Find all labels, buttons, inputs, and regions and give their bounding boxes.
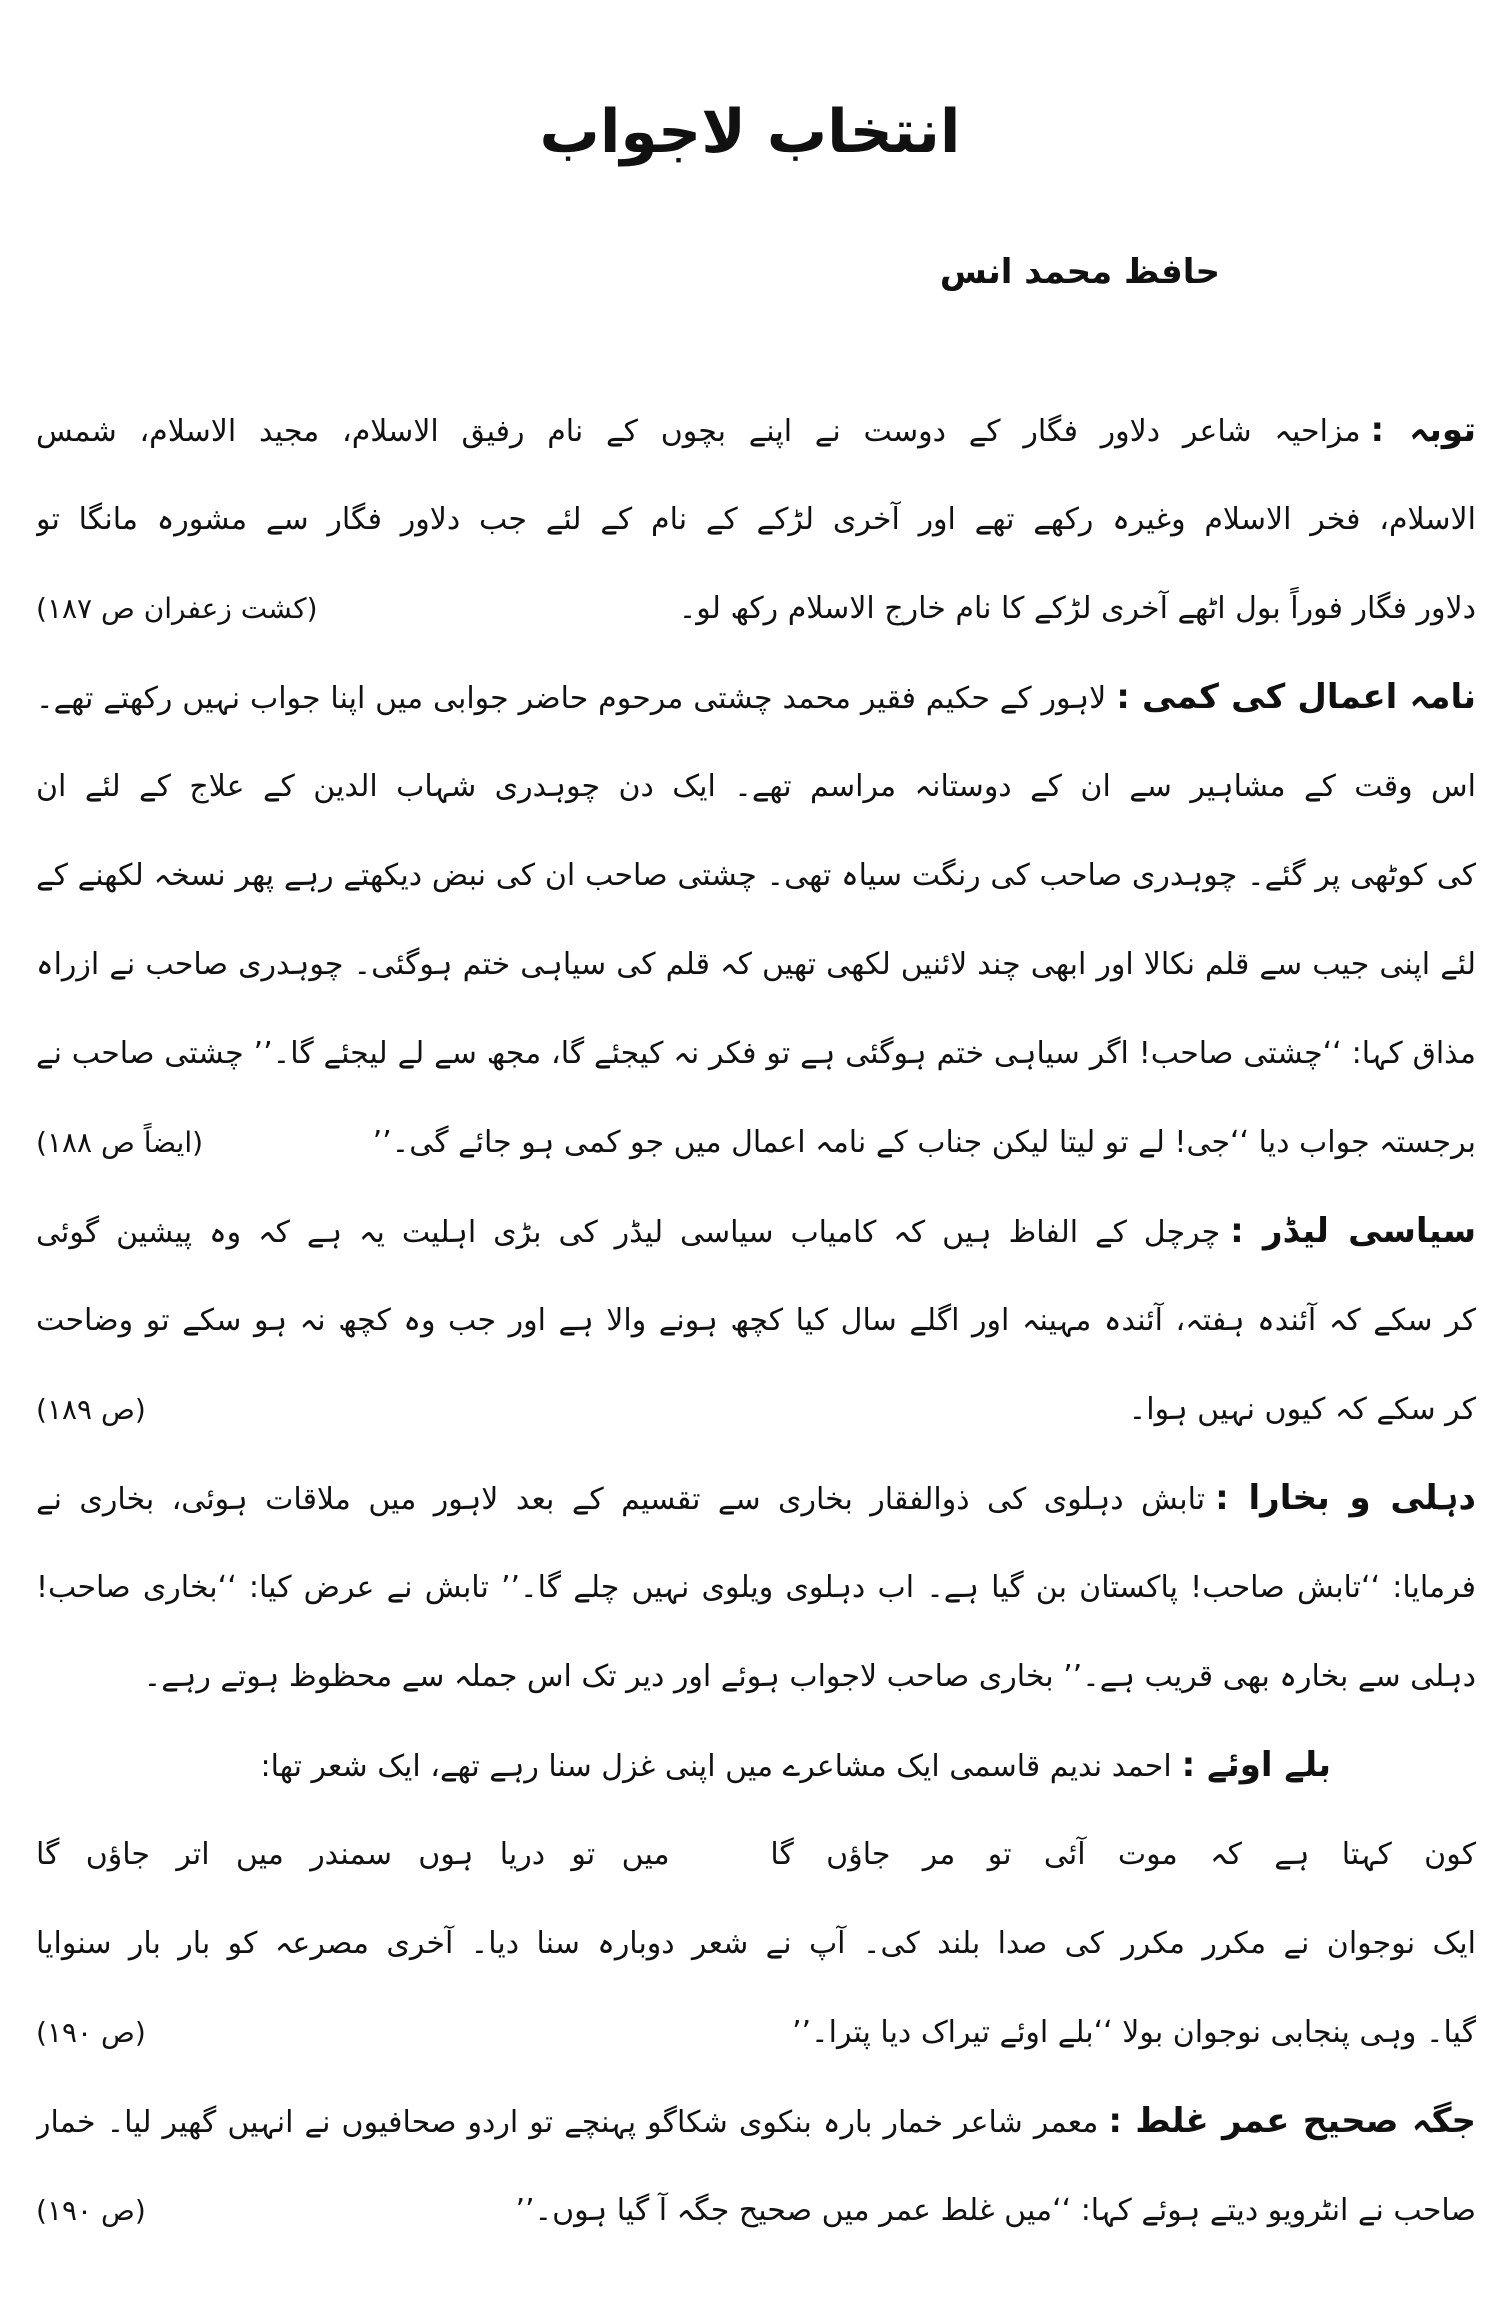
line-text: گیا۔ وہی پنجابی نوجوان بولا ‘‘بلے اوئے تیراک دیا پترا۔’’ bbox=[791, 2015, 1476, 2050]
text-line bbox=[36, 1454, 1476, 1543]
text-line bbox=[36, 920, 1476, 1009]
line-text: ایک نوجوان نے مکرر مکرر کی صدا بلند کی۔ آپ نے شعر دوبارہ سنا دیا۔ آخری مصرعہ کو بار بار سنوایا bbox=[36, 1926, 1476, 1961]
line-text: تابش دہلوی کی ذوالفقار بخاری سے تقسیم کے بعد لاہور میں ملاقات ہوئی، بخاری نے bbox=[36, 1482, 1206, 1517]
line-text: لئے اپنی جیب سے قلم نکالا اور ابھی چند لائنیں لکھی تھیں کہ قلم کی سیاہی ختم ہوگئی۔ چوہدری صاحب نے ازراہ bbox=[36, 947, 1476, 982]
text-line bbox=[36, 1276, 1476, 1365]
citation: (ص ۱۹۰) bbox=[36, 2016, 146, 2049]
line-text: معمر شاعر خمار بارہ بنکوی شکاگو پہنچے تو اردو صحافیوں نے انہیں گھیر لیا۔ خمار bbox=[36, 2105, 1099, 2140]
couplet-first-line: کون کہتا ہے کہ موت آئی تو مر جاؤں گا bbox=[770, 1837, 1476, 1872]
citation: (کشت زعفران ص ۱۸۷) bbox=[36, 592, 318, 625]
text-line bbox=[36, 1988, 1476, 2077]
text-line bbox=[36, 1899, 1476, 1988]
couplet-second-line: میں تو دریا ہوں سمندر میں اتر جاؤں گا bbox=[36, 1837, 670, 1872]
text-line bbox=[36, 1365, 1476, 1454]
text-line bbox=[36, 653, 1476, 742]
line-text: کی کوٹھی پر گئے۔ چوہدری صاحب کی رنگت سیاہ تھی۔ چشتی صاحب ان کی نبض دیکھتے رہے پھر نسخہ لکھنے کے bbox=[36, 858, 1476, 893]
page-title: انتخاب لاجواب bbox=[539, 97, 961, 167]
entry-heading: دہلی و بخارا : bbox=[1215, 1478, 1476, 1518]
text-line bbox=[36, 1543, 1476, 1632]
line-text: برجستہ جواب دیا ‘‘جی! لے تو لیتا لیکن جناب کے نامہ اعمال میں جو کمی ہو جائے گی۔’’ bbox=[372, 1125, 1476, 1160]
author-name: حافظ محمد انس bbox=[939, 252, 1220, 292]
text-line bbox=[36, 1632, 1476, 1721]
entry-heading: توبہ : bbox=[1370, 410, 1476, 450]
text-line bbox=[36, 2077, 1476, 2166]
line-text: کر سکے کہ آئندہ ہفتہ، آئندہ مہینہ اور اگلے سال کیا کچھ ہونے والا ہے اور جب وہ کچھ نہ ہو سکے تو وضاحت bbox=[36, 1303, 1476, 1338]
line-text: الاسلام، فخر الاسلام وغیرہ رکھے تھے اور آخری لڑکے کے نام کے لئے جب دلاور فگار سے مشورہ مانگا تو bbox=[36, 502, 1476, 537]
text-line bbox=[36, 742, 1476, 831]
article-body bbox=[36, 386, 1476, 2255]
line-text: احمد ندیم قاسمی ایک مشاعرے میں اپنی غزل سنا رہے تھے، ایک شعر تھا: bbox=[260, 1749, 1172, 1784]
text-line bbox=[36, 1009, 1476, 1098]
entry-heading: سیاسی لیڈر : bbox=[1230, 1211, 1476, 1251]
line-text: کر سکے کہ کیوں نہیں ہوا۔ bbox=[1128, 1392, 1476, 1427]
line-text: دلاور فگار فوراً بول اٹھے آخری لڑکے کا نام خارج الاسلام رکھ لو۔ bbox=[678, 591, 1476, 626]
text-line bbox=[36, 475, 1476, 564]
line-text: فرمایا: ‘‘تابش صاحب! پاکستان بن گیا ہے۔ اب دہلوی ویلوی نہیں چلے گا۔’’ تابش نے عرض کیا: ‘‘بخاری صاحب! bbox=[36, 1570, 1476, 1605]
entry-heading: بلے اوئے : bbox=[1181, 1745, 1331, 1785]
line-text: صاحب نے انٹرویو دیتے ہوئے کہا: ‘‘میں غلط عمر میں صحیح جگہ آ گیا ہوں۔’’ bbox=[515, 2193, 1476, 2228]
entry-heading: جگہ صحیح عمر غلط : bbox=[1108, 2101, 1476, 2141]
line-text: لاہور کے حکیم فقیر محمد چشتی مرحوم حاضر جوابی میں اپنا جواب نہیں رکھتے تھے۔ bbox=[36, 681, 1107, 716]
text-line bbox=[36, 1721, 1476, 1810]
text-line bbox=[36, 831, 1476, 920]
citation: (ص ۱۹۰) bbox=[36, 2194, 146, 2227]
entry-heading: نامہ اعمال کی کمی : bbox=[1116, 677, 1476, 717]
line-text: دہلی سے بخارہ بھی قریب ہے۔’’ بخاری صاحب لاجواب ہوئے اور دیر تک اس جملہ سے محظوظ ہوتے رہے۔ bbox=[143, 1659, 1476, 1694]
line-text: اس وقت کے مشاہیر سے ان کے دوستانہ مراسم تھے۔ ایک دن چوہدری شہاب الدین کے علاج کے لئے ان bbox=[36, 769, 1476, 804]
citation: (ایضاً ص ۱۸۸) bbox=[36, 1126, 204, 1159]
citation: (ص ۱۸۹) bbox=[36, 1393, 146, 1426]
text-line bbox=[36, 564, 1476, 653]
line-text: مزاحیہ شاعر دلاور فگار کے دوست نے اپنے بچوں کے نام رفیق الاسلام، مجید الاسلام، شمس bbox=[36, 414, 1361, 449]
text-line bbox=[36, 1098, 1476, 1187]
line-text: چرچل کے الفاظ ہیں کہ کامیاب سیاسی لیڈر کی بڑی اہلیت یہ ہے کہ وہ پیشین گوئی bbox=[36, 1215, 1221, 1250]
text-line bbox=[36, 2166, 1476, 2255]
text-line bbox=[36, 386, 1476, 475]
line-text: مذاق کہا: ‘‘چشتی صاحب! اگر سیاہی ختم ہوگئی ہے تو فکر نہ کیجئے گا، مجھ سے لے لیجئے گا۔’’ چشتی صاحب نے bbox=[36, 1036, 1476, 1071]
text-line bbox=[36, 1187, 1476, 1276]
couplet bbox=[36, 1810, 1476, 1899]
